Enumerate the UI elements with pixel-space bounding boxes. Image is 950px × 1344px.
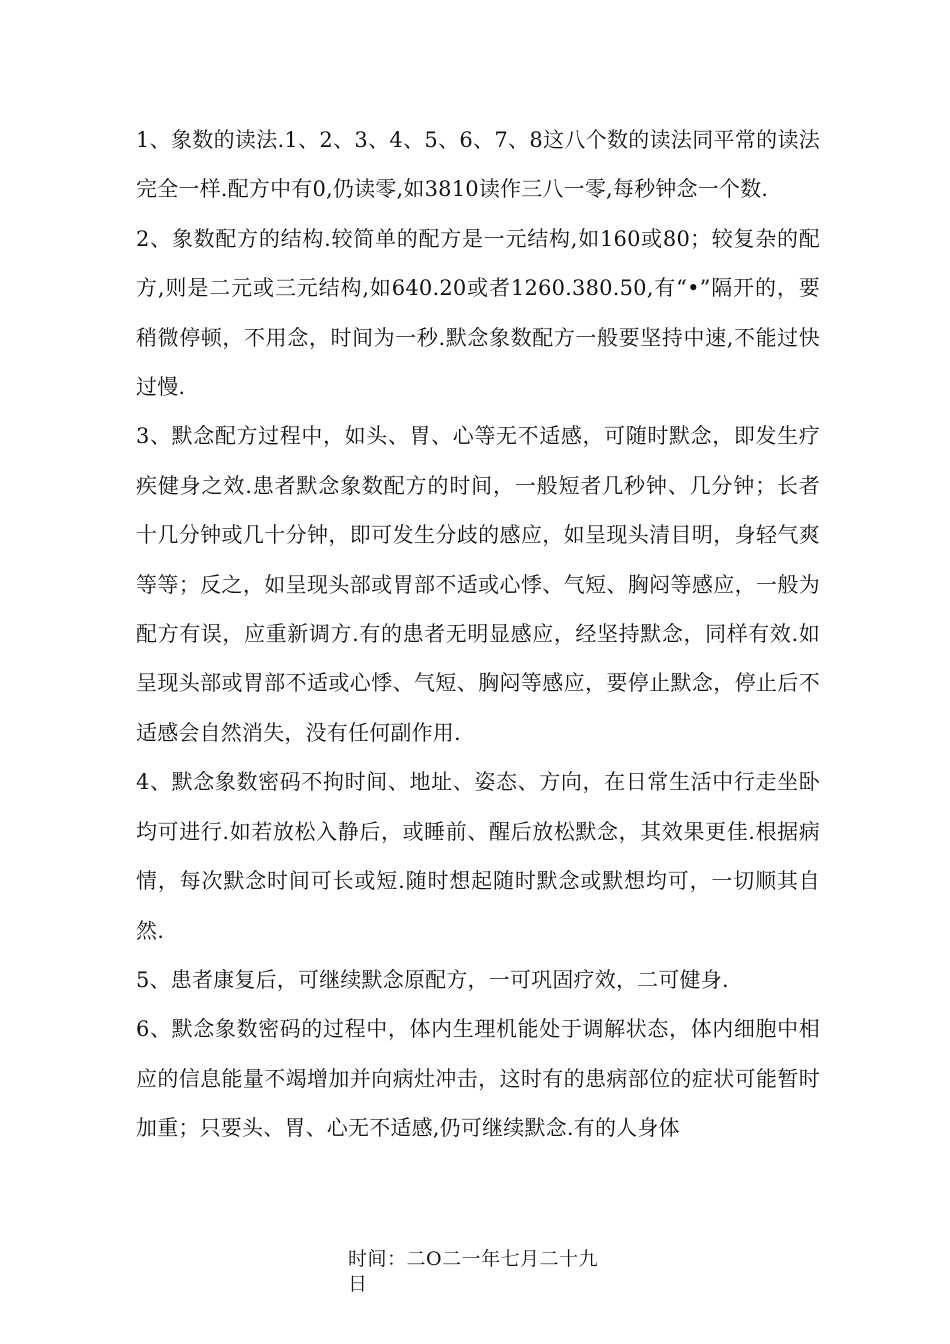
paragraph-2: 2、象数配方的结构.较简单的配方是一元结构,如160或80；较复杂的配方,则是二元或三元结构,如640.20或者1260.380.50,有“•”隔开的，要稍微停顿，不用念，时间为一秒.默念象数配方一般要坚持中速,不能过快过慢. — [136, 226, 820, 400]
page-footer — [348, 1247, 628, 1297]
footer-date-line-2: 日 — [348, 1273, 368, 1295]
paragraph-5: 5、患者康复后，可继续默念原配方，一可巩固疗效，二可健身. — [136, 967, 729, 992]
document-body — [136, 116, 820, 1154]
paragraph-4: 4、默念象数密码不拘时间、地址、姿态、方向，在日常生活中行走坐卧均可进行.如若放松入静后，或睡前、醒后放松默念，其效果更佳.根据病情，每次默念时间可长或短.随时想起随时默念或默想均可，一切顺其自然. — [136, 770, 820, 943]
paragraph-3: 3、默念配方过程中，如头、胃、心等无不适感，可随时默念，即发生疗疾健身之效.患者默念象数配方的时间，一般短者几秒钟、几分钟；长者十几分钟或几十分钟，即可发生分歧的感应，如呈现头清目明，身轻气爽等等；反之，如呈现头部或胃部不适或心悸、气短、胸闷等感应，一般为配方有误，应重新调方.有的患者无明显感应，经坚持默念，同样有效.如呈现头部或胃部不适或心悸、气短、胸闷等感应，要停止默念，停止后不适感会自然消失，没有任何副作用. — [136, 424, 820, 745]
footer-date-line-1: 时间：二O二一年七月二十九 — [348, 1248, 599, 1270]
paragraph-6: 6、默念象数密码的过程中，体内生理机能处于调解状态，体内细胞中相应的信息能量不竭增加并向病灶冲击，这时有的患病部位的症状可能暂时加重；只要头、胃、心无不适感,仍可继续默念.有的人身体 — [136, 1017, 820, 1141]
paragraph-1: 1、象数的读法.1、2、3、4、5、6、7、8这八个数的读法同平常的读法完全一样.配方中有0,仍读零,如3810读作三八一零,每秒钟念一个数. — [136, 128, 820, 202]
